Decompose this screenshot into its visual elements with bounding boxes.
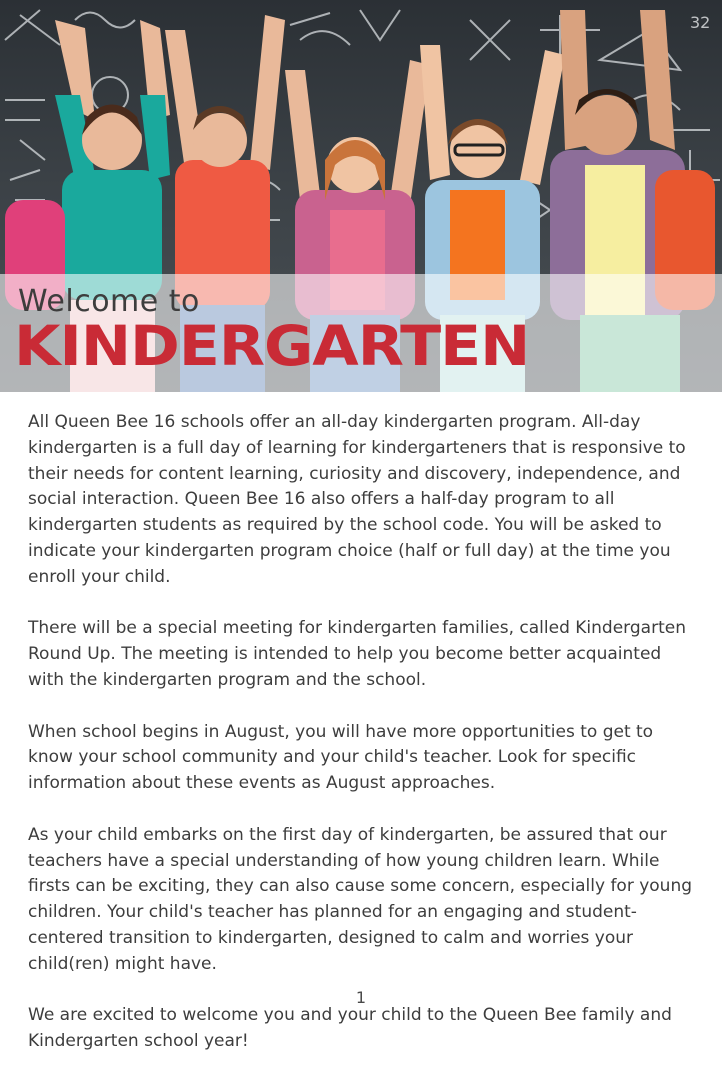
chalk-number: 32 (690, 13, 711, 32)
page-number: 1 (355, 988, 367, 1007)
body-text (28, 410, 700, 1081)
welcome-heading: Welcome to (18, 284, 200, 319)
paragraph: We are excited to welcome you and your child to the Queen Bee family and Kindergarten school year! (28, 1005, 672, 1052)
hero-image (0, 0, 722, 392)
paragraph: When school begins in August, you will have more opportunities to get to know your school community and your child's teacher. Look for specific information about these events as August approaches. (28, 721, 654, 794)
paragraph: All Queen Bee 16 schools offer an all-day kindergarten program. All-day kindergarten is a full day of learning for kindergarteners that is responsive to their needs for content learning, curiosity and discovery, independence, and social interaction. Queen Bee 16 also offers a half-day program to all kindergarten students as required by the school code. You will be asked to indicate your kindergarten program choice (half or full day) at the time you enroll your child. (28, 412, 686, 587)
kindergarten-title: KINDERGARTEN (14, 314, 530, 379)
paragraph: There will be a special meeting for kindergarten families, called Kindergarten Round Up. The meeting is intended to help you become better acquainted with the kindergarten program and the school. (28, 618, 686, 690)
paragraph: As your child embarks on the first day of kindergarten, be assured that our teachers have a special understanding of how young children learn. While firsts can be exciting, they can also cause some concern, especially for young children. Your child's teacher has planned for an engaging and student-centered transition to kindergarten, designed to calm and worries your child(ren) might have. (28, 824, 693, 974)
